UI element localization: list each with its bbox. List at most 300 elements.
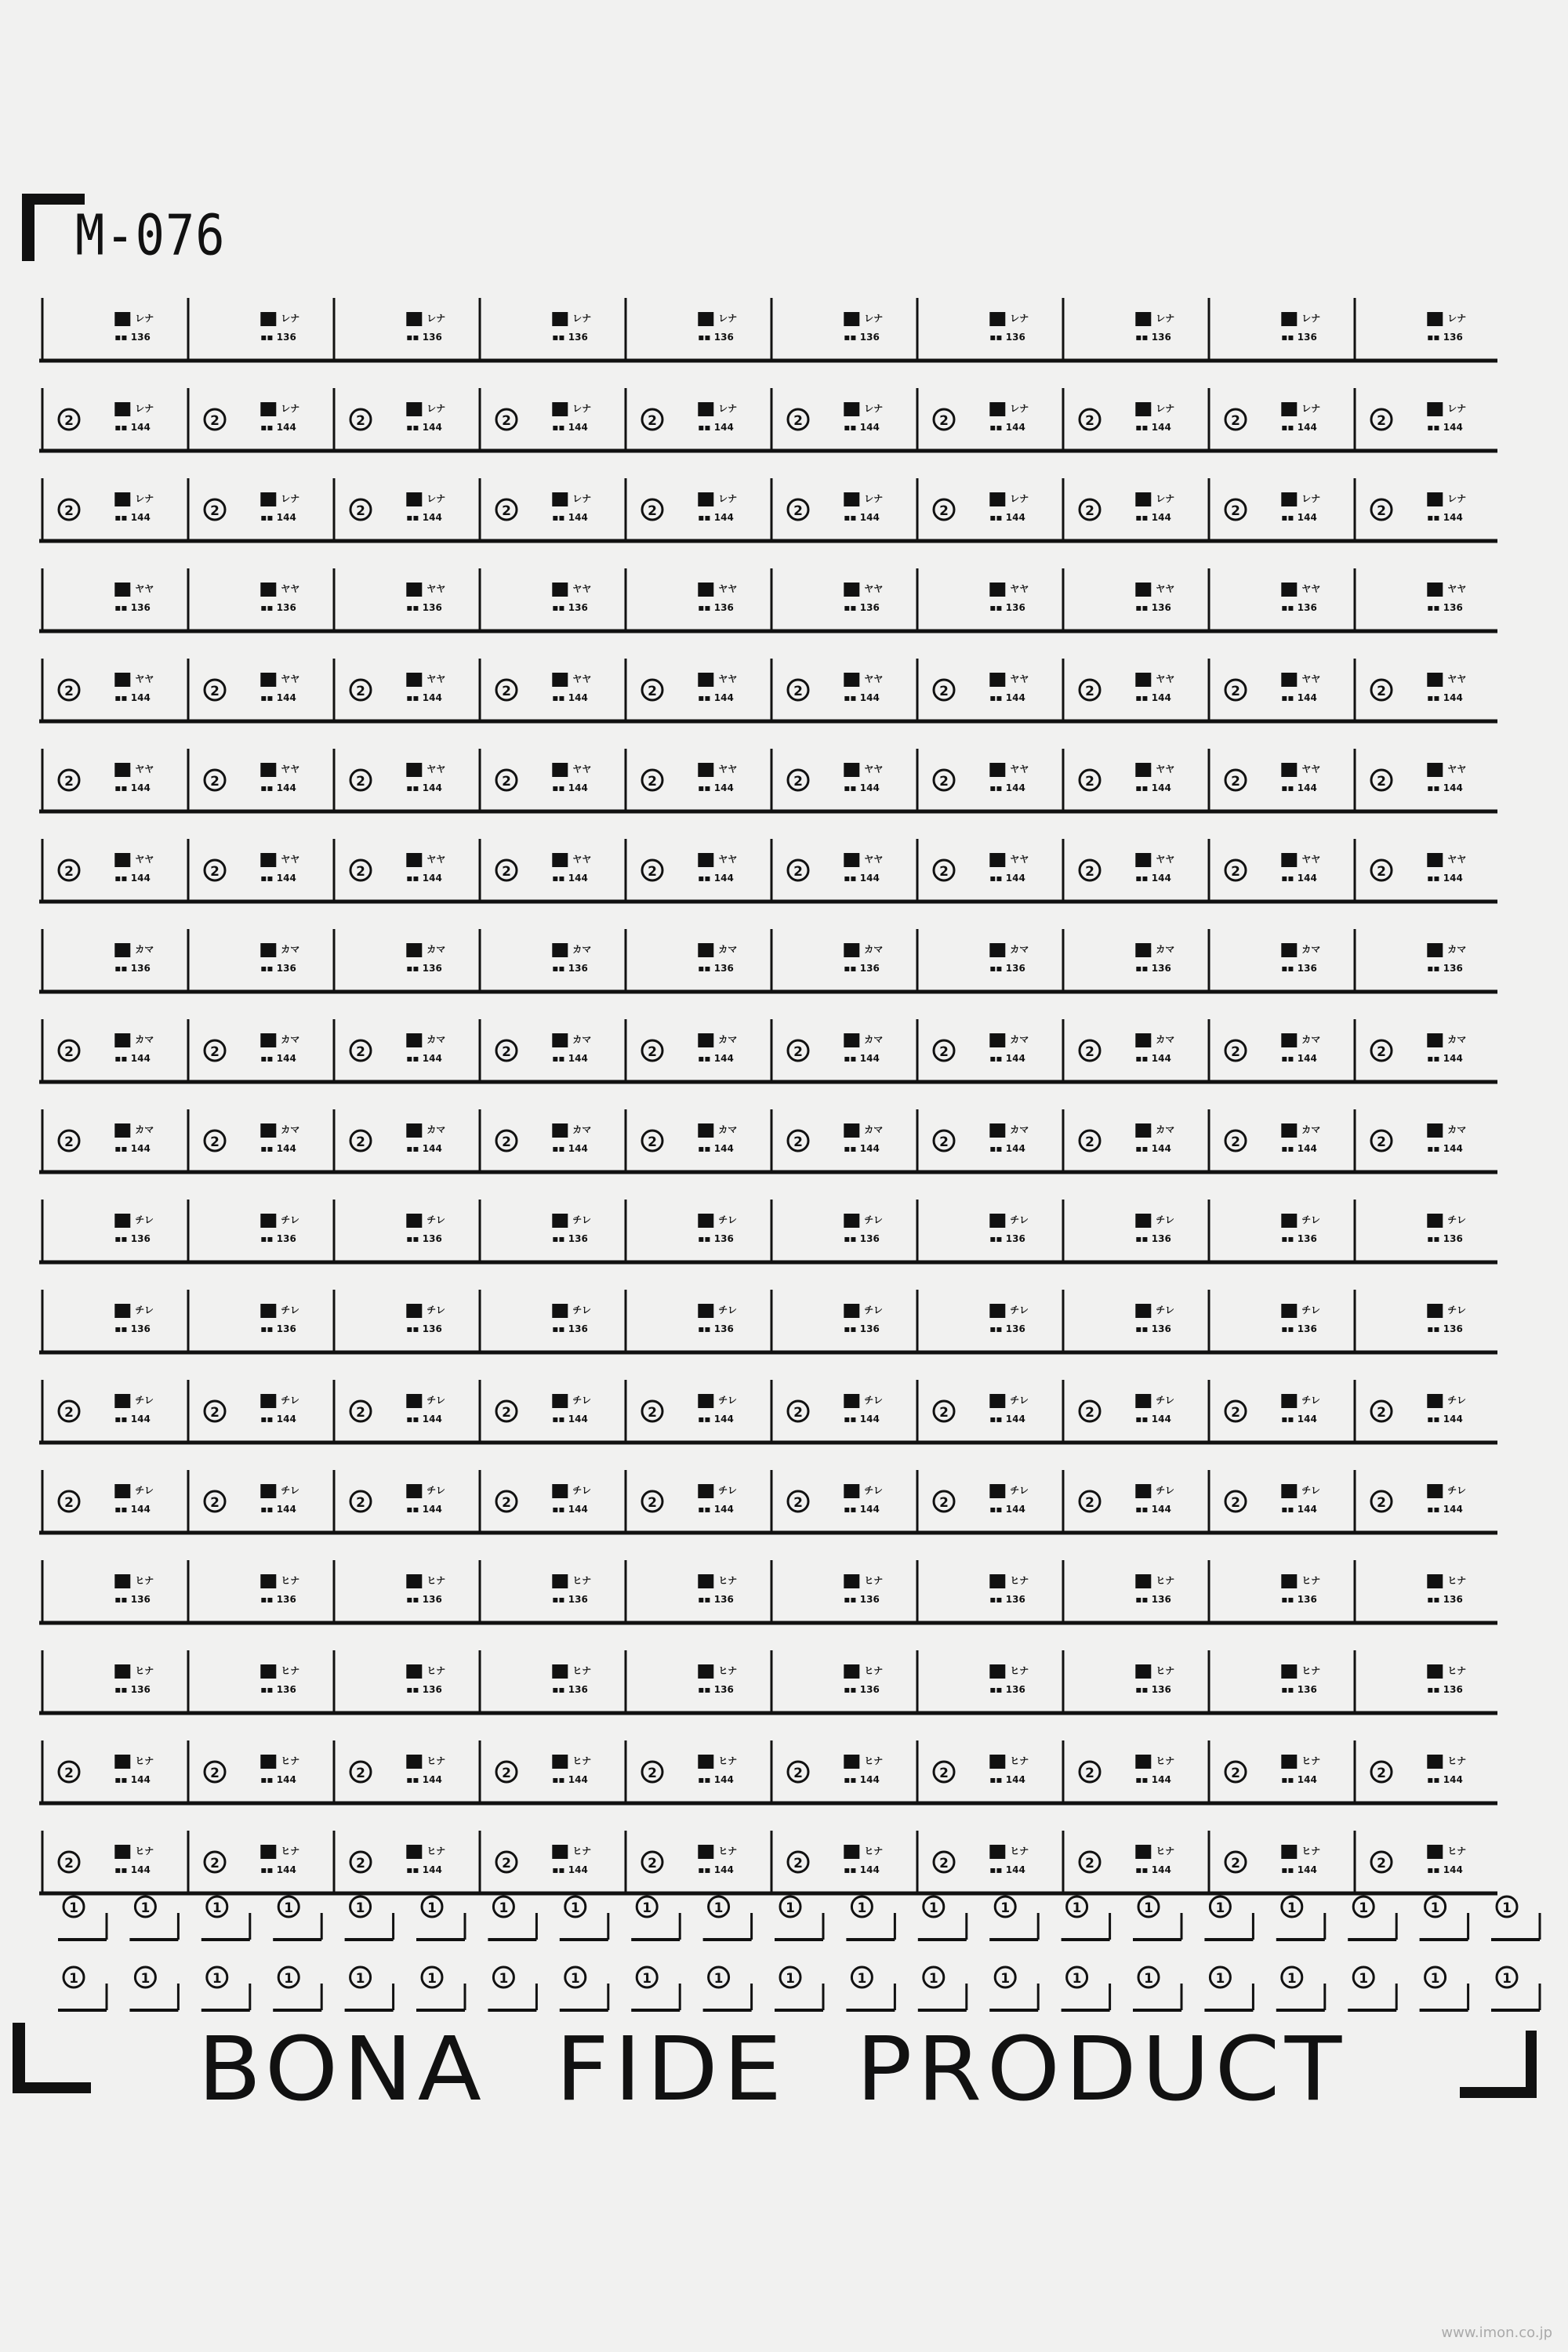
plate-series: ヤヤ — [864, 583, 884, 594]
circle-label: 2 — [502, 1856, 511, 1871]
plate-series: ヒナ — [281, 1755, 300, 1766]
circle-label: 2 — [1377, 684, 1386, 699]
plate-series: チレ — [1156, 1305, 1175, 1316]
depot-glyph — [989, 1755, 1005, 1769]
footer-text: BONA FIDE PRODUCT — [198, 2019, 1347, 2121]
circle-label: 2 — [502, 503, 511, 519]
depot-glyph — [698, 402, 713, 416]
plate-series: チレ — [572, 1485, 592, 1496]
plate-number: ▪▪ 136 — [552, 1594, 588, 1605]
circle-label: 2 — [939, 1766, 949, 1781]
circle-label: 2 — [1085, 1044, 1094, 1060]
plate-number: ▪▪ 144 — [260, 1053, 296, 1064]
plate-number: ▪▪ 144 — [844, 422, 880, 433]
circle-label: 2 — [648, 1134, 657, 1150]
depot-glyph — [844, 853, 859, 867]
depot-glyph — [989, 1304, 1005, 1318]
plate-series: カマ — [1447, 1034, 1467, 1045]
depot-glyph — [844, 1484, 859, 1498]
depot-glyph — [406, 1394, 422, 1408]
circle-label: 2 — [793, 774, 803, 789]
plate-series: カマ — [1301, 1034, 1321, 1045]
depot-glyph — [260, 1574, 276, 1588]
circle-label: 2 — [939, 864, 949, 880]
depot-glyph — [1135, 763, 1151, 777]
plate-series: カマ — [281, 944, 300, 955]
plate-number: ▪▪ 136 — [260, 1233, 296, 1244]
depot-glyph — [114, 1214, 130, 1228]
depot-glyph — [989, 943, 1005, 957]
plate-series: カマ — [718, 1124, 738, 1135]
plate-number: ▪▪ 144 — [260, 782, 296, 793]
depot-glyph — [1427, 1304, 1443, 1318]
plate-series: ヒナ — [426, 1846, 446, 1857]
circle-label: 2 — [1377, 1044, 1386, 1060]
plate-number: ▪▪ 144 — [989, 1143, 1025, 1154]
plate-number: ▪▪ 144 — [114, 512, 151, 523]
plate-number: ▪▪ 144 — [698, 1504, 734, 1515]
depot-glyph — [844, 673, 859, 687]
plate-series: ヤヤ — [1301, 854, 1321, 865]
depot-glyph — [1135, 1845, 1151, 1859]
depot-glyph — [1135, 853, 1151, 867]
depot-glyph — [406, 673, 422, 687]
plate-number: ▪▪ 136 — [989, 332, 1025, 343]
circle-label: 1 — [928, 1971, 938, 1987]
circle-label: 2 — [939, 503, 949, 519]
depot-glyph — [844, 1574, 859, 1588]
depot-glyph — [989, 763, 1005, 777]
depot-glyph — [406, 1755, 422, 1769]
plate-number: ▪▪ 136 — [989, 1233, 1025, 1244]
circle-label: 2 — [1085, 1405, 1094, 1421]
plate-series: チレ — [1010, 1214, 1029, 1225]
depot-glyph — [406, 1845, 422, 1859]
plate-series: カマ — [1156, 1124, 1175, 1135]
plate-number: ▪▪ 144 — [1135, 692, 1171, 703]
plate-number: ▪▪ 144 — [114, 422, 151, 433]
depot-glyph — [1281, 1394, 1297, 1408]
plate-series: ヒナ — [1447, 1665, 1467, 1676]
plate-series: ヒナ — [572, 1755, 592, 1766]
plate-series: カマ — [864, 944, 884, 955]
watermark: www.imon.co.jp — [1441, 2325, 1552, 2341]
depot-glyph — [114, 943, 130, 957]
plate-number: ▪▪ 136 — [1135, 1594, 1171, 1605]
circle-label: 1 — [212, 1900, 222, 1916]
circle-label: 2 — [1085, 1495, 1094, 1511]
depot-glyph — [1281, 853, 1297, 867]
plate-series: カマ — [426, 944, 446, 955]
circle-label: 2 — [1377, 1856, 1386, 1871]
plate-number: ▪▪ 144 — [1135, 1414, 1171, 1425]
plate-series: レナ — [1447, 313, 1467, 324]
plate-number: ▪▪ 144 — [698, 873, 734, 884]
plate-series: ヒナ — [1301, 1665, 1321, 1676]
plate-series: ヤヤ — [718, 764, 738, 775]
plate-number: ▪▪ 136 — [1281, 1594, 1317, 1605]
circle-label: 2 — [64, 774, 74, 789]
plate-number: ▪▪ 136 — [1281, 602, 1317, 613]
circle-label: 2 — [1231, 684, 1240, 699]
circle-label: 2 — [648, 1405, 657, 1421]
depot-glyph — [1281, 402, 1297, 416]
circle-label: 2 — [793, 1044, 803, 1060]
plate-number: ▪▪ 144 — [844, 1504, 880, 1515]
depot-glyph — [1427, 1664, 1443, 1679]
plate-series: チレ — [1156, 1214, 1175, 1225]
plate-series: ヒナ — [718, 1575, 738, 1586]
plate-series: ヤヤ — [572, 764, 592, 775]
plate-series: チレ — [135, 1305, 154, 1316]
plate-series: チレ — [426, 1485, 446, 1496]
plate-number: ▪▪ 144 — [844, 782, 880, 793]
plate-series: ヒナ — [1010, 1846, 1029, 1857]
plate-series: チレ — [1301, 1214, 1321, 1225]
plate-series: ヤヤ — [1447, 764, 1467, 775]
plate-series: チレ — [864, 1214, 884, 1225]
circle-label: 2 — [502, 413, 511, 429]
plate-series: チレ — [572, 1214, 592, 1225]
plate-number: ▪▪ 144 — [698, 512, 734, 523]
plate-series: ヤヤ — [281, 583, 300, 594]
circle-label: 2 — [356, 1405, 365, 1421]
plate-number: ▪▪ 144 — [114, 692, 151, 703]
plate-number: ▪▪ 136 — [260, 1323, 296, 1334]
circle-label: 2 — [793, 1495, 803, 1511]
circle-label: 2 — [939, 684, 949, 699]
plate-number: ▪▪ 136 — [1281, 1323, 1317, 1334]
plate-number: ▪▪ 136 — [698, 1684, 734, 1695]
plate-number: ▪▪ 136 — [552, 1233, 588, 1244]
depot-glyph — [698, 1394, 713, 1408]
plate-number: ▪▪ 144 — [114, 1414, 151, 1425]
plate-series: レナ — [1010, 313, 1029, 324]
plate-number: ▪▪ 136 — [260, 963, 296, 974]
plate-number: ▪▪ 144 — [1135, 1143, 1171, 1154]
depot-glyph — [844, 1845, 859, 1859]
depot-glyph — [1281, 1755, 1297, 1769]
plate-number: ▪▪ 144 — [989, 1504, 1025, 1515]
plate-series: チレ — [572, 1305, 592, 1316]
plate-number: ▪▪ 136 — [114, 602, 151, 613]
plate-number: ▪▪ 136 — [260, 1684, 296, 1695]
depot-glyph — [1135, 673, 1151, 687]
plate-series: ヤヤ — [281, 854, 300, 865]
plate-number: ▪▪ 144 — [1281, 1053, 1317, 1064]
plate-number: ▪▪ 136 — [114, 332, 151, 343]
plate-series: ヤヤ — [1010, 673, 1029, 684]
depot-glyph — [1281, 1484, 1297, 1498]
plate-series: ヤヤ — [135, 673, 154, 684]
circle-label: 2 — [502, 1405, 511, 1421]
depot-glyph — [1281, 673, 1297, 687]
circle-label: 2 — [356, 1134, 365, 1150]
plate-number: ▪▪ 144 — [406, 1414, 442, 1425]
depot-glyph — [1135, 492, 1151, 506]
depot-glyph — [1281, 1664, 1297, 1679]
circle-label: 2 — [64, 1134, 74, 1150]
circle-label: 2 — [648, 1495, 657, 1511]
circle-label: 2 — [356, 684, 365, 699]
depot-glyph — [406, 1574, 422, 1588]
depot-glyph — [114, 492, 130, 506]
depot-glyph — [844, 492, 859, 506]
depot-glyph — [260, 1214, 276, 1228]
circle-label: 2 — [64, 864, 74, 880]
depot-glyph — [260, 402, 276, 416]
depot-glyph — [989, 1033, 1005, 1047]
depot-glyph — [406, 1664, 422, 1679]
plate-series: レナ — [864, 493, 884, 504]
plate-series: カマ — [426, 1124, 446, 1135]
circle-label: 1 — [1000, 1971, 1011, 1987]
circle-label: 2 — [64, 413, 74, 429]
depot-glyph — [844, 1394, 859, 1408]
circle-label: 2 — [210, 1766, 220, 1781]
plate-number: ▪▪ 144 — [844, 1143, 880, 1154]
plate-series: ヒナ — [1301, 1575, 1321, 1586]
depot-glyph — [844, 943, 859, 957]
depot-glyph — [1281, 492, 1297, 506]
plate-series: チレ — [281, 1305, 300, 1316]
plate-number: ▪▪ 144 — [406, 1143, 442, 1154]
depot-glyph — [1281, 1845, 1297, 1859]
circle-label: 2 — [356, 1044, 365, 1060]
depot-glyph — [552, 312, 568, 326]
circle-label: 1 — [427, 1900, 437, 1916]
depot-glyph — [114, 402, 130, 416]
depot-glyph — [844, 1755, 859, 1769]
plate-number: ▪▪ 136 — [1281, 332, 1317, 343]
plate-series: ヤヤ — [718, 583, 738, 594]
depot-glyph — [1427, 1123, 1443, 1138]
plate-series: チレ — [135, 1485, 154, 1496]
plate-series: ヤヤ — [1301, 673, 1321, 684]
plate-number: ▪▪ 144 — [844, 1414, 880, 1425]
depot-glyph — [1135, 1304, 1151, 1318]
plate-number: ▪▪ 144 — [698, 1774, 734, 1785]
plate-number: ▪▪ 144 — [1427, 1053, 1463, 1064]
circle-label: 2 — [1085, 1856, 1094, 1871]
plate-series: ヤヤ — [1010, 583, 1029, 594]
circle-label: 2 — [1085, 684, 1094, 699]
plate-series: カマ — [135, 1034, 154, 1045]
plate-number: ▪▪ 144 — [1281, 1414, 1317, 1425]
circle-label: 1 — [427, 1971, 437, 1987]
plate-number: ▪▪ 144 — [552, 1053, 588, 1064]
depot-glyph — [406, 853, 422, 867]
plate-series: ヒナ — [718, 1665, 738, 1676]
depot-glyph — [552, 583, 568, 597]
plate-series: チレ — [864, 1485, 884, 1496]
depot-glyph — [260, 1304, 276, 1318]
depot-glyph — [1427, 1574, 1443, 1588]
circle-label: 2 — [1085, 1766, 1094, 1781]
plate-number: ▪▪ 144 — [114, 873, 151, 884]
plate-number: ▪▪ 144 — [406, 512, 442, 523]
plate-number: ▪▪ 144 — [260, 422, 296, 433]
depot-glyph — [1427, 673, 1443, 687]
plate-series: レナ — [1156, 493, 1175, 504]
plate-number: ▪▪ 144 — [552, 782, 588, 793]
circle-label: 2 — [939, 1134, 949, 1150]
circle-label: 1 — [928, 1900, 938, 1916]
plate-series: レナ — [1010, 403, 1029, 414]
plate-series: ヤヤ — [1156, 764, 1175, 775]
circle-label: 2 — [64, 1044, 74, 1060]
plate-number: ▪▪ 144 — [1427, 1504, 1463, 1515]
depot-glyph — [260, 1033, 276, 1047]
plate-series: ヤヤ — [1447, 854, 1467, 865]
plate-number: ▪▪ 136 — [1135, 1233, 1171, 1244]
plate-series: レナ — [1301, 313, 1321, 324]
plate-series: カマ — [281, 1034, 300, 1045]
circle-label: 2 — [793, 1405, 803, 1421]
plate-series: レナ — [572, 313, 592, 324]
plate-series: ヤヤ — [281, 764, 300, 775]
plate-number: ▪▪ 144 — [1427, 1774, 1463, 1785]
depot-glyph — [552, 1033, 568, 1047]
depot-glyph — [406, 1304, 422, 1318]
depot-glyph — [989, 673, 1005, 687]
depot-glyph — [1427, 763, 1443, 777]
depot-glyph — [1281, 1574, 1297, 1588]
circle-label: 2 — [1377, 1766, 1386, 1781]
circle-label: 1 — [1502, 1900, 1512, 1916]
plate-number: ▪▪ 136 — [552, 963, 588, 974]
plate-series: ヒナ — [1301, 1755, 1321, 1766]
plate-series: カマ — [281, 1124, 300, 1135]
circle-label: 2 — [356, 1766, 365, 1781]
depot-glyph — [989, 1214, 1005, 1228]
circle-label: 1 — [1072, 1900, 1082, 1916]
depot-glyph — [260, 492, 276, 506]
plate-series: チレ — [1301, 1395, 1321, 1406]
plate-series: ヒナ — [1010, 1665, 1029, 1676]
depot-glyph — [260, 312, 276, 326]
depot-glyph — [114, 673, 130, 687]
depot-glyph — [698, 583, 713, 597]
circle-label: 2 — [939, 1405, 949, 1421]
plate-series: ヒナ — [135, 1665, 154, 1676]
plate-series: カマ — [1301, 1124, 1321, 1135]
plate-number: ▪▪ 136 — [1427, 1684, 1463, 1695]
depot-glyph — [844, 583, 859, 597]
plate-number: ▪▪ 144 — [1427, 1414, 1463, 1425]
depot-glyph — [844, 402, 859, 416]
plate-series: ヒナ — [1010, 1755, 1029, 1766]
depot-glyph — [406, 943, 422, 957]
plate-number: ▪▪ 136 — [698, 1233, 734, 1244]
depot-glyph — [114, 1664, 130, 1679]
plate-series: チレ — [281, 1214, 300, 1225]
plate-series: レナ — [281, 493, 300, 504]
plate-number: ▪▪ 136 — [1281, 1233, 1317, 1244]
plate-series: ヒナ — [281, 1846, 300, 1857]
circle-label: 2 — [502, 1044, 511, 1060]
depot-glyph — [552, 1845, 568, 1859]
plate-number: ▪▪ 144 — [406, 873, 442, 884]
plate-number: ▪▪ 144 — [844, 1774, 880, 1785]
circle-label: 2 — [64, 1405, 74, 1421]
plate-series: ヤヤ — [426, 854, 446, 865]
plate-series: チレ — [426, 1214, 446, 1225]
depot-glyph — [260, 1123, 276, 1138]
depot-glyph — [1135, 1664, 1151, 1679]
plate-series: ヒナ — [1447, 1575, 1467, 1586]
depot-glyph — [260, 853, 276, 867]
plate-number: ▪▪ 144 — [844, 512, 880, 523]
circle-label: 2 — [648, 1766, 657, 1781]
plate-series: チレ — [718, 1305, 738, 1316]
plate-series: カマ — [1156, 944, 1175, 955]
circle-label: 1 — [857, 1971, 867, 1987]
plate-series: レナ — [572, 403, 592, 414]
plate-number: ▪▪ 136 — [698, 963, 734, 974]
plate-number: ▪▪ 136 — [698, 1323, 734, 1334]
plate-number: ▪▪ 144 — [1135, 422, 1171, 433]
depot-glyph — [260, 763, 276, 777]
plate-series: チレ — [1447, 1214, 1467, 1225]
depot-glyph — [989, 1123, 1005, 1138]
depot-glyph — [114, 853, 130, 867]
depot-glyph — [406, 312, 422, 326]
depot-glyph — [1427, 312, 1443, 326]
plate-number: ▪▪ 136 — [1135, 1323, 1171, 1334]
circle-label: 2 — [793, 503, 803, 519]
depot-glyph — [698, 673, 713, 687]
depot-glyph — [1135, 1574, 1151, 1588]
plate-series: レナ — [135, 313, 154, 324]
plate-series: ヤヤ — [1447, 583, 1467, 594]
plate-number: ▪▪ 144 — [260, 873, 296, 884]
depot-glyph — [698, 1123, 713, 1138]
circle-label: 2 — [210, 1405, 220, 1421]
depot-glyph — [698, 1845, 713, 1859]
plate-series: ヒナ — [864, 1665, 884, 1676]
circle-label: 2 — [210, 413, 220, 429]
depot-glyph — [552, 1755, 568, 1769]
depot-glyph — [1427, 492, 1443, 506]
circle-label: 1 — [499, 1900, 509, 1916]
circle-label: 1 — [1215, 1900, 1225, 1916]
plate-series: ヤヤ — [135, 583, 154, 594]
plate-number: ▪▪ 144 — [989, 1414, 1025, 1425]
plate-series: カマ — [135, 1124, 154, 1135]
plate-series: チレ — [1156, 1485, 1175, 1496]
circle-label: 2 — [356, 1495, 365, 1511]
depot-glyph — [698, 1574, 713, 1588]
plate-series: カマ — [1010, 944, 1029, 955]
plate-number: ▪▪ 144 — [114, 1504, 151, 1515]
depot-glyph — [406, 1484, 422, 1498]
plate-series: チレ — [1010, 1395, 1029, 1406]
plate-series: ヒナ — [135, 1755, 154, 1766]
circle-label: 1 — [642, 1971, 652, 1987]
circle-label: 1 — [1430, 1900, 1440, 1916]
plate-number: ▪▪ 144 — [114, 1864, 151, 1875]
depot-glyph — [989, 583, 1005, 597]
depot-glyph — [1281, 1304, 1297, 1318]
plate-number: ▪▪ 144 — [552, 1143, 588, 1154]
depot-glyph — [1281, 943, 1297, 957]
plate-series: ヒナ — [426, 1665, 446, 1676]
circle-label: 2 — [502, 774, 511, 789]
plate-number: ▪▪ 144 — [406, 692, 442, 703]
plate-series: レナ — [426, 403, 446, 414]
depot-glyph — [406, 1214, 422, 1228]
